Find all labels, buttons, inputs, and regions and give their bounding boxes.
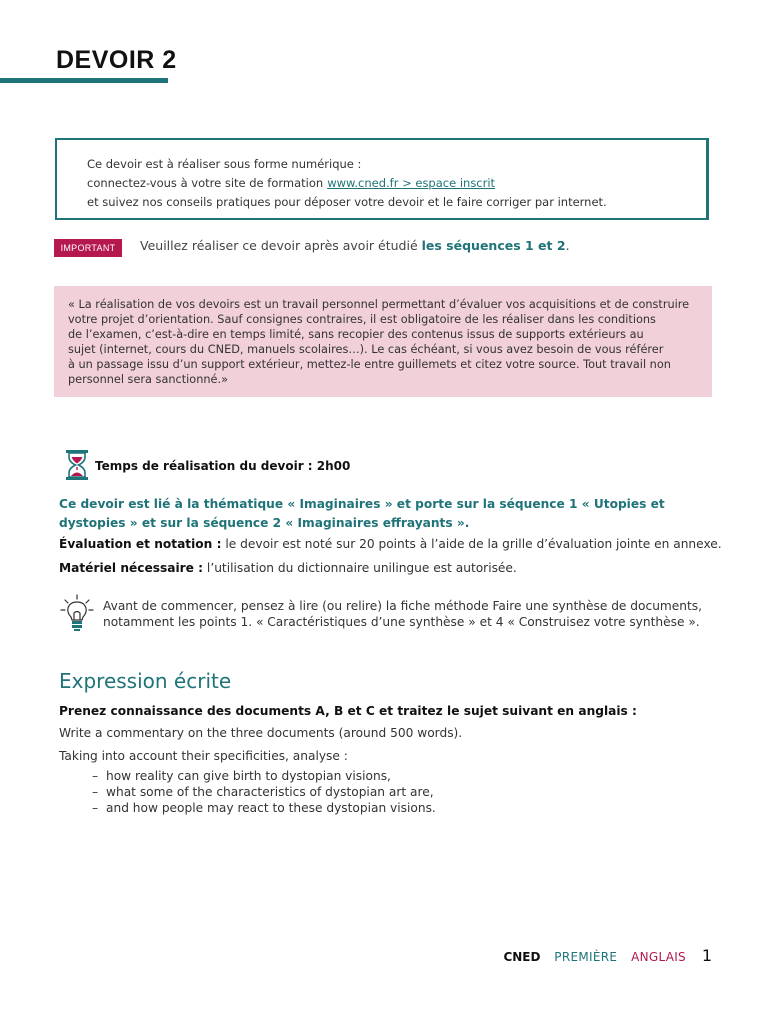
info-line-2 <box>87 174 607 193</box>
tip-line-2: notamment les points 1. « Caractéristiques d’une synthèse » et 4 « Construisez votre synthèse ». <box>103 615 700 629</box>
time-label: Temps de réalisation du devoir : 2h00 <box>95 459 351 473</box>
quote-line: personnel sera sanctionné.» <box>68 373 228 386</box>
footer-subject: ANGLAIS <box>631 950 686 964</box>
evaluation-label: Évaluation et notation : <box>59 537 222 551</box>
important-main: Veuillez réaliser ce devoir après avoir étudié <box>140 238 422 253</box>
bullet-text: what some of the characteristics of dystopian art are, <box>106 785 434 799</box>
list-item <box>92 768 436 784</box>
bullet-text: how reality can give birth to dystopian visions, <box>106 769 391 783</box>
list-item <box>92 800 436 816</box>
hourglass-icon <box>62 448 92 482</box>
quote-line: votre projet d’orientation. Sauf consignes contraires, il est obligatoire de les réaliser dans les conditions <box>68 313 656 326</box>
quote-line: à un passage issu d’un support extérieur, mettez-le entre guillemets et citez votre source. Tout travail non <box>68 358 671 371</box>
evaluation-line <box>59 537 722 551</box>
theme-statement: Ce devoir est lié à la thématique « Imaginaires » et porte sur la séquence 1 « Utopies et dystopies » et sur la séquence 2 « Imaginaires effrayants ». <box>59 497 665 530</box>
footer-org: CNED <box>503 950 541 964</box>
material-text: l’utilisation du dictionnaire unilingue est autorisée. <box>203 561 517 575</box>
info-line-1: Ce devoir est à réaliser sous forme numérique : <box>87 157 362 171</box>
bullet-text: and how people may react to these dystopian visions. <box>106 801 436 815</box>
tip-line-1: Avant de commencer, pensez à lire (ou relire) la fiche méthode Faire une synthèse de documents, <box>103 599 703 613</box>
page-number: 1 <box>701 946 712 965</box>
page-title: DEVOIR 2 <box>56 46 177 74</box>
bullet-dash: – <box>92 801 99 815</box>
evaluation-text: le devoir est noté sur 20 points à l’aide de la grille d’évaluation jointe en annexe. <box>221 537 722 551</box>
quote-line: de l’examen, c’est-à-dire en temps limité, sans recopier des contenus issus de supports extérieurs au <box>68 328 644 341</box>
material-line <box>59 561 517 575</box>
bullet-list <box>92 768 436 816</box>
bullet-dash: – <box>92 769 99 783</box>
quote-box <box>54 286 712 397</box>
info-line-2-text: connectez-vous à votre site de formation <box>87 176 324 190</box>
tip-text <box>103 598 702 630</box>
bullet-dash: – <box>92 785 99 799</box>
important-text <box>140 238 570 253</box>
material-label: Matériel nécessaire : <box>59 561 204 575</box>
important-badge: IMPORTANT <box>54 239 122 257</box>
footer-level: PREMIÈRE <box>554 950 618 964</box>
page-footer <box>493 946 712 965</box>
cned-link[interactable]: www.cned.fr > espace inscrit <box>327 176 496 190</box>
section-intro: Taking into account their specificities, analyse : <box>59 749 348 763</box>
info-box <box>55 138 709 220</box>
title-underline <box>0 78 168 83</box>
quote-line: « La réalisation de vos devoirs est un travail personnel permettant d’évaluer vos acquisitions et de construire <box>68 298 690 311</box>
section-task: Write a commentary on the three documents (around 500 words). <box>59 726 463 740</box>
section-instruction: Prenez connaissance des documents A, B et C et traitez le sujet suivant en anglais : <box>59 704 637 718</box>
section-title: Expression écrite <box>59 669 232 693</box>
info-line-3: et suivez nos conseils pratiques pour déposer votre devoir et le faire corriger par internet. <box>87 195 607 209</box>
list-item <box>92 784 436 800</box>
tip-block <box>60 594 720 634</box>
important-suffix: . <box>565 238 570 253</box>
quote-line: sujet (internet, cours du CNED, manuels scolaires…). Le cas échéant, si vous avez besoin de vous référer <box>68 343 664 356</box>
important-highlight: les séquences 1 et 2 <box>421 238 566 253</box>
lightbulb-icon <box>60 594 94 632</box>
